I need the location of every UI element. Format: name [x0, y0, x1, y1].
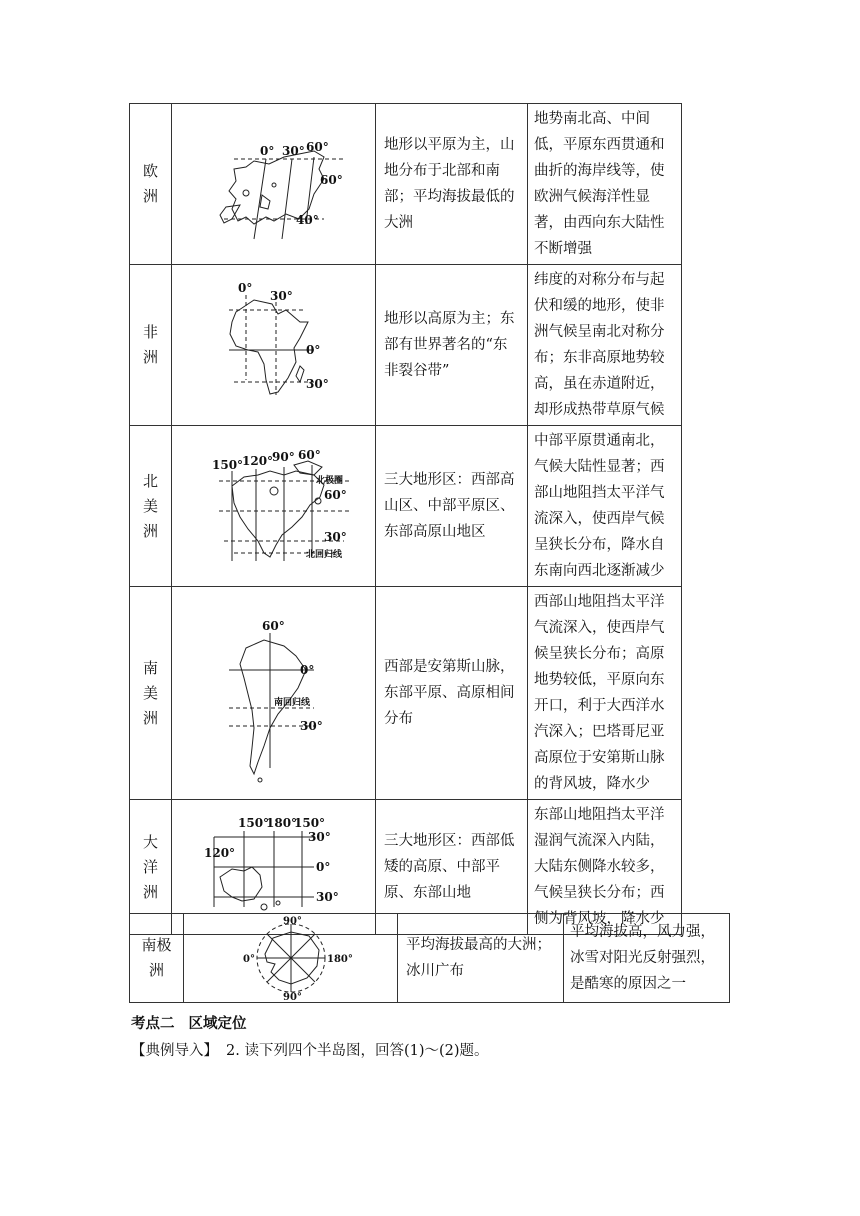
continent-name: 欧 洲: [130, 104, 172, 265]
map-label: 0°: [237, 281, 252, 295]
map-label: 60°: [319, 173, 343, 187]
map-label: 60°: [261, 619, 285, 633]
map-label: 60°: [305, 140, 329, 154]
table-row: [130, 426, 682, 587]
map-label: 30°: [307, 830, 331, 844]
impact-text: 地势南北高、中间低，平原东西贯通和曲折的海岸线等，使欧洲气候海洋性显著，由西向东大陆性不断增强: [528, 104, 682, 265]
north-america-map-icon: [174, 431, 374, 581]
map-label: 30°: [305, 377, 329, 391]
map-label: 0°: [242, 954, 255, 965]
map-label: 120°: [203, 846, 235, 860]
impact-text: 纬度的对称分布与起伏和缓的地形，使非洲气候呈南北对称分布；东非高原地势较高，虽在赤道附近，却形成热带草原气候: [528, 265, 682, 426]
terrain-text: 地形以高原为主；东部有世界著名的“东非裂谷带”: [376, 265, 528, 426]
europe-map: [172, 104, 376, 265]
impact-text: 平均海拔高，风力强，冰雪对阳光反射强烈，是酷寒的原因之一: [564, 914, 730, 1003]
map-label: 90°: [282, 992, 302, 1002]
map-label: 150°: [293, 816, 325, 830]
impact-text: 中部平原贯通南北，气候大陆性显著；西部山地阻挡太平洋气流深入，使西岸气候呈狭长分布，降水自东南向西北逐渐减少: [528, 426, 682, 587]
continent-name: 南 美 洲: [130, 587, 172, 800]
impact-text: 西部山地阻挡太平洋气流深入，使西岸气候呈狭长分布；高原地势较低，平原向东开口，利于大西洋水汽深入；巴塔哥尼亚高原位于安第斯山脉的背风坡，降水少: [528, 587, 682, 800]
map-label: 30°: [323, 530, 347, 544]
map-label: 150°: [211, 458, 243, 472]
impact-text: 东部山地阻挡太平洋湿润气流深入内陆，大陆东侧降水较多，气候呈狭长分布；西侧为背风坡，降水少: [528, 800, 682, 935]
section-title: 考点二: [131, 1016, 175, 1032]
section-heading: [131, 1012, 247, 1033]
question-text: 2. 读下列四个半岛图，回答(1)～(2)题。: [226, 1043, 489, 1059]
map-label: 30°: [315, 890, 339, 904]
map-label: 40°: [295, 213, 319, 227]
map-label: 0°: [299, 663, 314, 677]
north-america-map: [172, 426, 376, 587]
map-label: 90°: [271, 450, 295, 464]
terrain-text: 平均海拔最高的大洲；冰川广布: [398, 914, 564, 1003]
section-subtitle: 区域定位: [188, 1016, 247, 1032]
africa-map-icon: [174, 270, 374, 420]
map-label: 30°: [269, 289, 293, 303]
terrain-text: 地形以平原为主，山地分布于北部和南部；平均海拔最低的大洲: [376, 104, 528, 265]
terrain-text: 三大地形区：西部低矮的高原、中部平原、东部山地: [376, 800, 528, 935]
map-label: 90°: [282, 916, 302, 927]
map-label: 150°: [237, 816, 269, 830]
map-label: 60°: [297, 448, 321, 462]
map-label: 30°: [281, 144, 305, 158]
south-america-map: [172, 587, 376, 800]
table-row: [130, 587, 682, 800]
continent-name: 南极 洲: [130, 914, 184, 1003]
terrain-text: 西部是安第斯山脉，东部平原、高原相间分布: [376, 587, 528, 800]
question-tag: 【典例导入】: [131, 1043, 218, 1059]
table-row: [130, 104, 682, 265]
map-label: 0°: [305, 343, 320, 357]
map-label: 北极圈: [315, 476, 343, 486]
map-label: 120°: [241, 454, 273, 468]
map-label: 60°: [323, 488, 347, 502]
table-row: [130, 265, 682, 426]
africa-map: [172, 265, 376, 426]
map-label: 30°: [299, 719, 323, 733]
south-america-map-icon: [174, 598, 374, 788]
map-label: 北回归线: [305, 550, 342, 560]
terrain-text: 三大地形区：西部高山区、中部平原区、东部高原山地区: [376, 426, 528, 587]
continent-name: 非 洲: [130, 265, 172, 426]
table-row: [130, 914, 730, 1003]
oceania-map-icon: [174, 807, 374, 927]
map-label: 0°: [315, 860, 330, 874]
continent-name: 北 美 洲: [130, 426, 172, 587]
europe-map-icon: [174, 109, 374, 259]
antarctica-map-icon: [191, 914, 391, 1002]
map-label: 180°: [326, 954, 353, 965]
map-label: 0°: [259, 144, 274, 158]
continent-table: [129, 103, 682, 935]
question-line: [131, 1039, 489, 1060]
map-label: 南回归线: [273, 698, 310, 708]
antarctica-map: [184, 914, 398, 1003]
continent-name: 大 洋 洲: [130, 800, 172, 935]
antarctica-table: [129, 913, 730, 1003]
map-label: 180°: [265, 816, 297, 830]
